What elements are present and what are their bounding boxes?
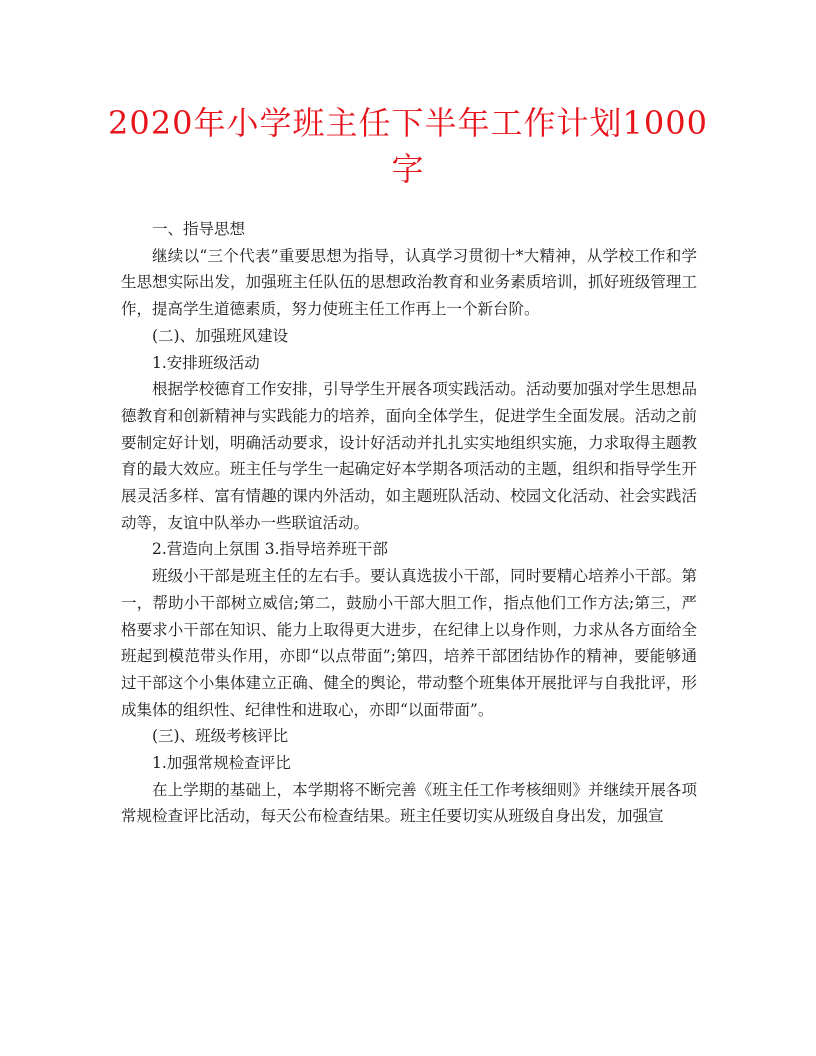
section-heading-assessment: (三)、班级考核评比: [152, 727, 289, 746]
subheading-class-activities: 1.安排班级活动: [152, 353, 260, 372]
paragraph: 在上学期的基础上，本学期将不断完善《班主任工作考核细则》并继续开展各项常规检查评比活动，每天公布检查结果。班主任要切实从班级自身出发，加强宣: [121, 780, 697, 826]
paragraph: 继续以“三个代表”重要思想为指导，认真学习贯彻十*大精神，从学校工作和学生思想实际出发，加强班主任队伍的思想政治教育和业务素质培训，抓好班级管理工作，提高学生道德素质，努力使班主任工作再上一个新台阶。: [121, 246, 697, 319]
paragraph: 班级小干部是班主任的左右手。要认真选拔小干部，同时要精心培养小干部。第一，帮助小干部树立威信;第二，鼓励小干部大胆工作，指点他们工作方法;第三，严格要求小干部在知识、能力上取得更大进步，在纪律上以身作则，力求从各方面给全班起到模范带头作用，亦即“以点带面”;第四，培养干部团结协作的精神，要能够通过干部这个小集体建立正确、健全的舆论，带动整个班集体开展批评与自我批评，形成集体的组织性、纪律性和进取心，亦即“以面带面”。: [121, 567, 697, 719]
section-heading-class-style: (二)、加强班风建设: [152, 326, 289, 345]
subheading-atmosphere-cadres: 2.营造向上氛围 3.指导培养班干部: [152, 540, 389, 559]
section-heading-guiding-ideology: 一、指导思想: [152, 220, 246, 238]
subheading-routine-checks: 1.加强常规检查评比: [152, 754, 291, 773]
paragraph: 根据学校德育工作安排，引导学生开展各项实践活动。活动要加强对学生思想品德教育和创新精神与实践能力的培养，面向全体学生，促进学生全面发展。活动之前要制定好计划，明确活动要求，设计好活动并扎扎实实地组织实施，力求取得主题教育的最大效应。班主任与学生一起确定好本学期各项活动的主题，组织和指导学生开展灵活多样、富有情趣的课内外活动，如主题班队活动、校园文化活动、社会实践活动等，友谊中队举办一些联谊活动。: [121, 380, 697, 532]
title-line-1: 2020年小学班主任下半年工作计划1000: [108, 104, 708, 142]
title-line-2: 字: [391, 150, 425, 188]
document-title: [108, 100, 708, 192]
document-body: [121, 216, 697, 830]
